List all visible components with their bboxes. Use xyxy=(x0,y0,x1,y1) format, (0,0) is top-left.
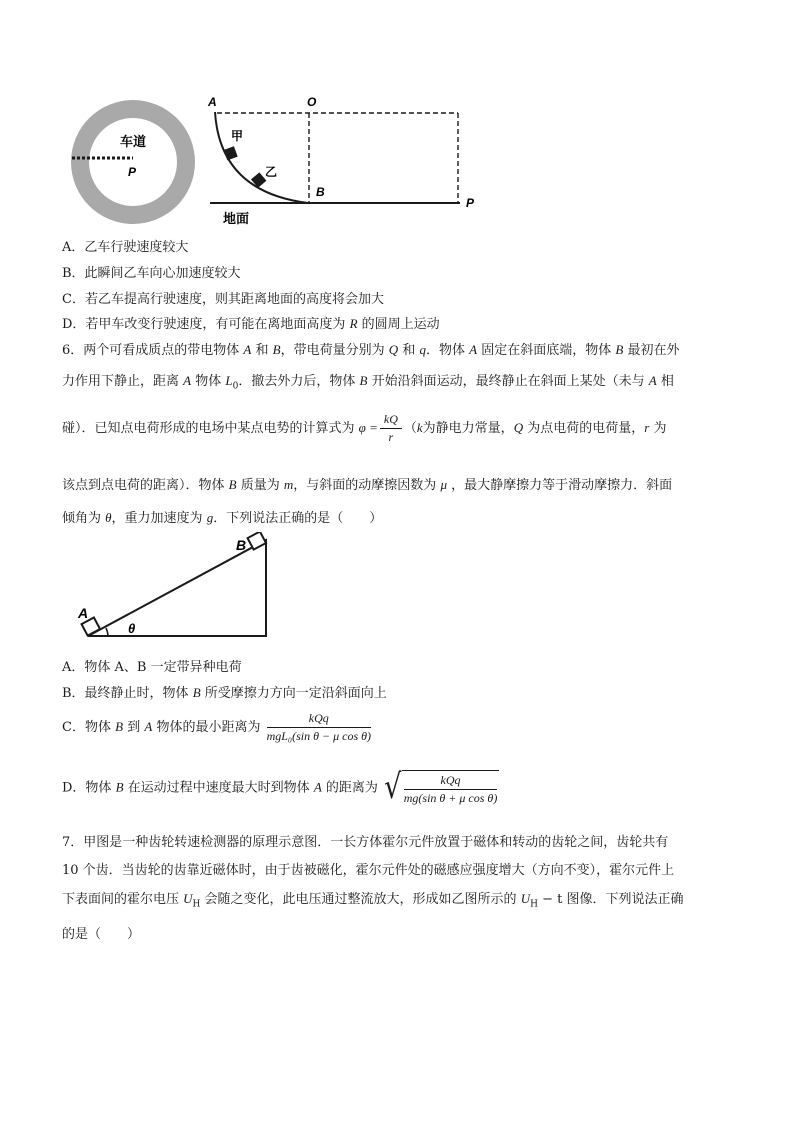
q6-stem-line-1: 6．两个可看成质点的带电物体 A 和 B，带电荷量分别为 Q 和 q．物体 A 固定在斜面底端，物体 B 最初在外 xyxy=(62,342,680,358)
min-distance-fraction: $\frac{\text{kQq}}{\text{mgL₀(sin θ − μ cos θ)}}$ xyxy=(266,711,372,743)
max-speed-fraction: $\frac{\text{kQq}}{\text{mg(sin θ + μ cos θ)}}$ xyxy=(403,773,498,805)
angle-arc xyxy=(106,628,108,636)
incline-triangle xyxy=(88,540,266,636)
label-a-point: A xyxy=(208,95,217,109)
figure-track-and-slope xyxy=(60,92,500,227)
q6-option-b: B．最终静止时，物体 B 所受摩擦力方向一定沿斜面向上 xyxy=(62,685,387,701)
label-theta: θ xyxy=(128,621,136,636)
q5-option-b: B．此瞬间乙车向心加速度较大 xyxy=(62,266,241,281)
q5-option-d: D．若甲车改变行驶速度，有可能在离地面高度为 R 的圆周上运动 xyxy=(62,316,440,332)
q6-option-d: D．物体 B 在运动过程中速度最大时到物体 A 的距离为 √ $\frac{\text{kQq}}{\text{mg(sin θ + μ cos θ)}}$ xyxy=(62,767,498,807)
q7-stem-line-2: 10 个齿．当齿轮的齿靠近磁体时，由于齿被磁化，霍尔元件处的磁感应强度增大（方向不变），霍尔元件上 xyxy=(62,863,675,878)
q7-stem-line-4: 的是（ ） xyxy=(62,927,141,942)
figure-incline xyxy=(70,532,280,644)
label-track: 车道 xyxy=(120,134,147,149)
q6-stem-line-3: 碰）．已知点电荷形成的电场中某点电势的计算式为 φ = $\frac{kQ}{r}$ （k为静电力常量，Q 为点电荷的电荷量，r 为 xyxy=(62,412,667,444)
label-center-p: P xyxy=(128,165,137,179)
ring-inner xyxy=(89,118,177,206)
q6-option-a: A．物体 A、B 一定带异种电荷 xyxy=(62,660,242,675)
label-b: B xyxy=(236,537,247,553)
q7-stem-line-1: 7．甲图是一种齿轮转速检测器的原理示意图．一长方体霍尔元件放置于磁体和转动的齿轮之间，齿轮共有 xyxy=(62,835,669,850)
label-p-point: P xyxy=(466,196,475,210)
q6-stem-line-5: 倾角为 θ，重力加速度为 g．下列说法正确的是（ ） xyxy=(62,510,383,526)
potential-fraction: $\frac{kQ}{r}$ xyxy=(380,412,402,445)
q7-stem-line-3: 下表面间的霍尔电压 $U_H$ 会随之变化，此电压通过整流放大，形成如乙图所示的 $U_H - t$ 图像．下列说法正确 xyxy=(62,891,684,910)
sqrt-expression: √ $\frac{\text{kQq}}{\text{mg(sin θ + μ cos θ)}}$ xyxy=(384,767,498,807)
q6-stem-line-2: 力作用下静止，距离 A 物体 $L_0$．撤去外力后，物体 B 开始沿斜面运动，最终静止在斜面上某处（未与 A 相 xyxy=(62,373,674,392)
q6-option-c: C．物体 B 到 A 物体的最小距离为 $\frac{\text{kQq}}{\text{mgL₀(sin θ − μ cos θ)}}$ xyxy=(62,711,372,743)
block-b xyxy=(248,532,266,550)
label-a: A xyxy=(78,605,89,621)
label-ground: 地面 xyxy=(223,211,250,226)
label-yi: 乙 xyxy=(265,165,278,179)
label-jia: 甲 xyxy=(231,129,244,143)
q5-option-a: A．乙车行驶速度较大 xyxy=(62,240,189,255)
car-jia xyxy=(224,146,238,160)
label-b-point: B xyxy=(316,185,325,199)
q6-stem-line-4: 该点到点电荷的距离）．物体 B 质量为 m，与斜面的动摩擦因数为 μ ，最大静摩擦力等于滑动摩擦力．斜面 xyxy=(62,477,673,493)
q5-option-c: C．若乙车提高行驶速度，则其距离地面的高度将会加大 xyxy=(62,292,384,307)
label-o-point: O xyxy=(307,95,317,109)
